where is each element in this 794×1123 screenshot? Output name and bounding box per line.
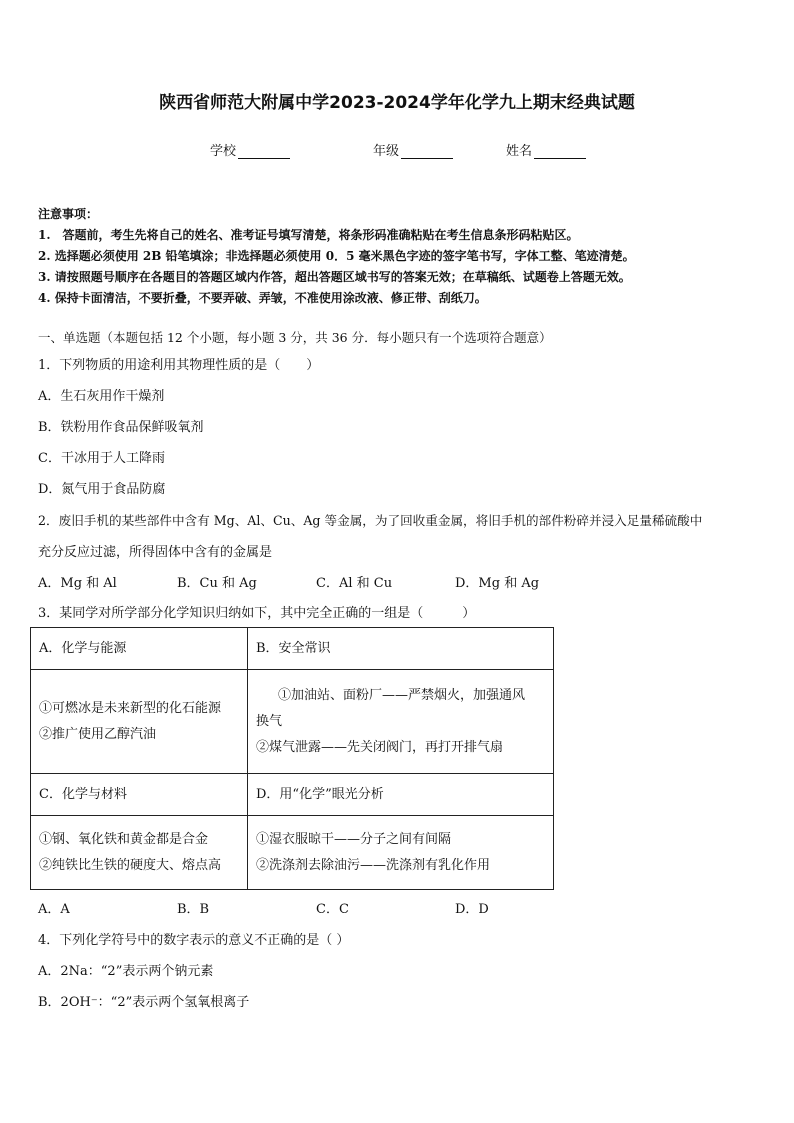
d-line-2: ②洗涤剂去除油污——洗涤剂有乳化作用 <box>256 857 491 873</box>
school-field <box>210 140 290 159</box>
school-label: 学校 <box>210 144 237 159</box>
q1-option-c: C．干冰用于人工降雨 <box>38 451 165 466</box>
notice-heading: 注意事项： <box>38 207 99 221</box>
grade-blank[interactable] <box>401 144 453 159</box>
d-line-1: ①湿衣服晾干——分子之间有间隔 <box>256 831 452 847</box>
q4-option-a: A．2Na：“2”表示两个钠元素 <box>38 964 214 979</box>
q4-option-b: B．2OH⁻：“2”表示两个氢氧根离子 <box>38 995 250 1010</box>
table-cell <box>248 670 554 774</box>
q2-option-d: D．Mg 和 Ag <box>455 576 540 591</box>
notice-block <box>38 204 635 309</box>
q3-option-b: B．B <box>177 902 210 917</box>
table-cell <box>248 628 554 670</box>
section-heading: 一、单选题（本题包括 12 个小题，每小题 3 分，共 36 分．每小题只有一个选项符合题意） <box>38 330 552 345</box>
table-cell <box>31 670 248 774</box>
b-line-1: ①加油站、面粉厂——严禁烟火，加强通风 <box>278 687 526 703</box>
grade-label: 年级 <box>373 144 400 159</box>
q2-stem-line1: 2．废旧手机的某些部件中含有 Mg、Al、Cu、Ag 等金属，为了回收重金属，将旧手机的部件粉碎并浸入足量稀硫酸中 <box>38 513 703 528</box>
c-heading: C．化学与材料 <box>39 786 127 802</box>
b-line-1-cont: 换气 <box>256 713 283 729</box>
school-blank[interactable] <box>238 144 290 159</box>
q3-options <box>38 898 594 917</box>
q3-option-d: D．D <box>455 902 489 917</box>
q3-option-a: A．A <box>38 902 70 917</box>
notice-item: 1. 答题前，考生先将自己的姓名、准考证号填写清楚，将条形码准确粘贴在考生信息条形码粘贴区。 <box>38 228 579 242</box>
notice-item: 3. 请按照题号顺序在各题目的答题区域内作答，超出答题区域书写的答案无效；在草稿纸、试题卷上答题无效。 <box>38 270 631 284</box>
name-blank[interactable] <box>534 144 586 159</box>
q2-options <box>38 572 594 591</box>
q1-option-b: B．铁粉用作食品保鲜吸氧剂 <box>38 420 204 435</box>
a-heading: A．化学与能源 <box>39 640 127 656</box>
table-cell <box>248 774 554 816</box>
q1-stem: 1．下列物质的用途利用其物理性质的是（ ） <box>38 358 320 373</box>
a-line-1: ①可燃冰是未来新型的化石能源 <box>39 700 222 716</box>
q1-option-a: A．生石灰用作干燥剂 <box>38 389 165 404</box>
d-heading: D．用“化学”眼光分析 <box>256 786 384 802</box>
notice-item: 4. 保持卡面清洁，不要折叠，不要弄破、弄皱，不准使用涂改液、修正带、刮纸刀。 <box>38 291 487 305</box>
q2-stem-line2: 充分反应过滤，所得固体中含有的金属是 <box>38 545 273 560</box>
a-line-2: ②推广使用乙醇汽油 <box>39 726 157 742</box>
notice-item: 2. 选择题必须使用 2B 铅笔填涂；非选择题必须使用 0．5 毫米黑色字迹的签字笔书写，字体工整、笔迹清楚。 <box>38 249 635 263</box>
q2-option-c: C．Al 和 Cu <box>316 576 393 591</box>
table-cell <box>248 816 554 890</box>
q3-option-c: C．C <box>316 902 349 917</box>
q4-stem: 4．下列化学符号中的数字表示的意义不正确的是（ ） <box>38 933 350 948</box>
grade-field <box>373 140 453 159</box>
table-cell <box>31 816 248 890</box>
q2-option-b: B．Cu 和 Ag <box>177 576 257 591</box>
q3-table <box>30 627 554 890</box>
q2-option-a: A．Mg 和 Al <box>38 576 117 591</box>
q1-option-d: D．氮气用于食品防腐 <box>38 482 166 497</box>
q3-stem: 3．某同学对所学部分化学知识归纳如下，其中完全正确的一组是（ ） <box>38 606 476 621</box>
page-title: 陕西省师范大附属中学2023-2024学年化学九上期末经典试题 <box>159 93 635 113</box>
name-field <box>506 140 586 159</box>
table-cell <box>31 774 248 816</box>
c-line-1: ①钢、氧化铁和黄金都是合金 <box>39 831 209 847</box>
c-line-2: ②纯铁比生铁的硬度大、熔点高 <box>39 857 222 873</box>
b-heading: B．安全常识 <box>256 640 331 656</box>
b-line-2: ②煤气泄露——先关闭阀门，再打开排气扇 <box>256 739 504 755</box>
name-label: 姓名 <box>506 144 533 159</box>
table-cell <box>31 628 248 670</box>
